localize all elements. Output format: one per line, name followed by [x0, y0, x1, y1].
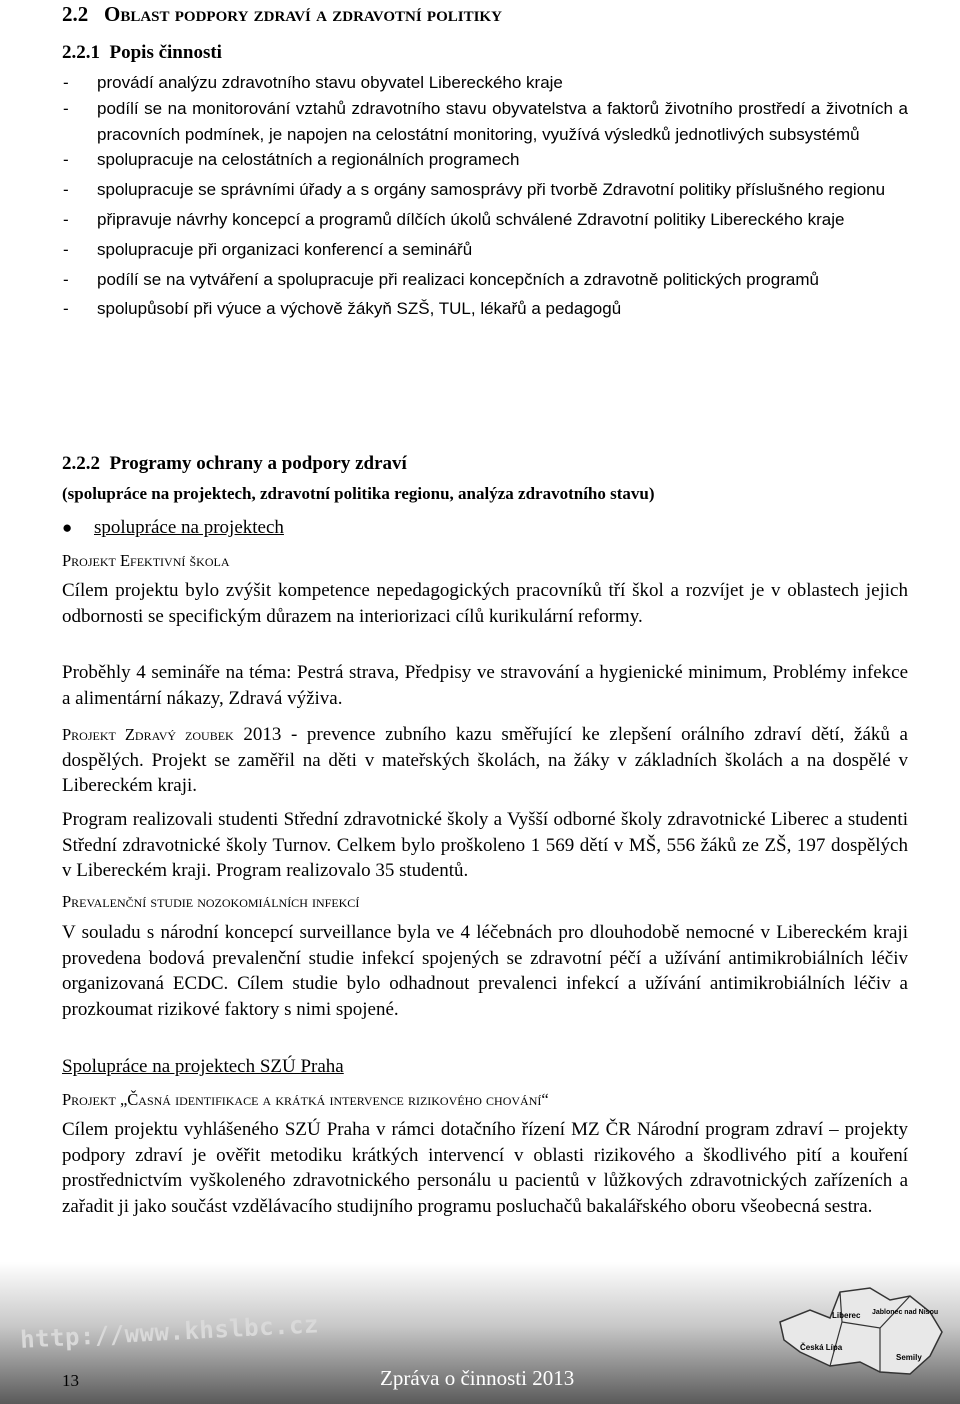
project-paragraph-zoubek: Projekt Zdravý zoubek 2013 - prevence zubního kazu směřující ke zlepšení orálního zdraví dětí, žáků a dospělých. Projekt se zaměřil na děti v mateřských školách, na žáky v základních školách a na dospělé v Libereckém kraji. [62, 724, 908, 797]
project-heading-efektivni: Projekt Efektivní škola [62, 551, 230, 570]
list-item: - spolupůsobí při výuce a výchově žákyň SZŠ, TUL, lékařů a pedagogů [63, 299, 622, 319]
subsection-heading-1: 2.2.1 Popis činnosti [62, 42, 222, 63]
district-label: Česká Lípa [800, 1343, 843, 1352]
list-item: - spolupracuje při organizaci konferencí a seminářů [63, 239, 473, 259]
bullet-icon: ● [62, 518, 73, 537]
footer-url: http://www.khslbc.cz [19, 1310, 320, 1354]
list-item: - podílí se na monitorování vztahů zdravotního stavu obyvatelstva a faktorů životního prostředí a životních a pracovních podmínek, je napojen na celostátní monitoring, využívá výsledků jednotlivých subsystémů [63, 98, 908, 144]
project-paragraph: V souladu s národní koncepcí surveillance byla ve 4 léčebnách pro dlouhodobě nemocné v Libereckém kraji provedena bodová prevalenční studie infekcí spojených se zdravotní péčí a užívání antimikrobiálních léčiv organizovaná ECDC. Cílem studie bylo odhadnout prevalenci infekcí a užívání antimikrobiálních léčiv a prozkoumat rizikové faktory s nimi spojené. [62, 922, 908, 1020]
subsection-heading-2: 2.2.2 Programy ochrany a podpory zdraví [62, 453, 407, 474]
region-map-icon [770, 1282, 950, 1382]
list-item: - podílí se na vytváření a spolupracuje při realizaci koncepčních a zdravotně politických programů [63, 269, 819, 289]
list-item: - spolupracuje na celostátních a regionálních programech [63, 150, 520, 170]
project-paragraph: Proběhly 4 semináře na téma: Pestrá strava, Předpisy ve stravování a hygienické minimum, Problémy infekce a alimentární nákazy, Zdravá výživa. [62, 662, 908, 709]
subsection-subtitle: (spolupráce na projektech, zdravotní politika regionu, analýza zdravotního stavu) [62, 484, 655, 503]
project-paragraph: Cílem projektu vyhlášeného SZÚ Praha v rámci dotačního řízení MZ ČR Národní program zdraví – projekty podpory zdraví je ověřit metodiku krátkých intervencí v oblasti rizikového a škodlivého pití a kouření prostřednictvím vyškoleného zdravotnického personálu u pacientů v lůžkových zdravotnických zařízeních a zařadit ji jako součást vzdělávacího studijního programu posluchačů bakalářského oboru všeobecná sestra. [62, 1119, 908, 1217]
project-heading-szu: Projekt „Časná identifikace a krátká intervence rizikového chování“ [62, 1090, 549, 1109]
footer-title: Zpráva o činnosti 2013 [380, 1366, 575, 1390]
bullet-label: spolupráce na projektech [94, 517, 284, 538]
project-paragraph: Cílem projektu bylo zvýšit kompetence nepedagogických pracovníků tří škol a rozvíjet je v oblastech jejich odbornosti se specifickým důrazem na interiorizaci cílů kurikulární reformy. [62, 580, 908, 627]
list-item: - spolupracuje se správními úřady a s orgány samosprávy při tvorbě Zdravotní politiky příslušného regionu [63, 180, 886, 200]
list-item: - provádí analýzu zdravotního stavu obyvatel Libereckého kraje [63, 73, 563, 92]
project-paragraph: Program realizovali studenti Střední zdravotnické školy a Vyšší odborné školy zdravotnické Liberec a studenti Střední zdravotnické školy Turnov. Celkem bylo proškoleno 1 569 dětí v MŠ, 556 žáků ze ZŠ, 197 dospělých v Libereckém kraji. Program realizovalo 35 studentů. [62, 809, 908, 882]
list-item: - připravuje návrhy koncepcí a programů dílčích úkolů schválené Zdravotní politiky Libereckého kraje [63, 209, 845, 229]
project-heading-zoubek: Projekt Zdravý zoubek [62, 725, 234, 744]
district-label: Liberec [832, 1311, 861, 1320]
project-heading-prevalence: Prevalenční studie nozokomiálních infekcí [62, 892, 360, 911]
bullet-item [62, 517, 284, 539]
district-label: Semily [896, 1353, 922, 1362]
szu-projects-label: Spolupráce na projektech SZÚ Praha [62, 1056, 344, 1077]
section-heading [62, 2, 502, 27]
section-title: Oblast podpory zdraví a zdravotní politiky [104, 2, 502, 26]
page-number: 13 [62, 1371, 79, 1390]
district-label: Jablonec nad Nisou [872, 1309, 939, 1316]
activity-list [62, 70, 908, 322]
section-number: 2.2 [62, 2, 89, 26]
